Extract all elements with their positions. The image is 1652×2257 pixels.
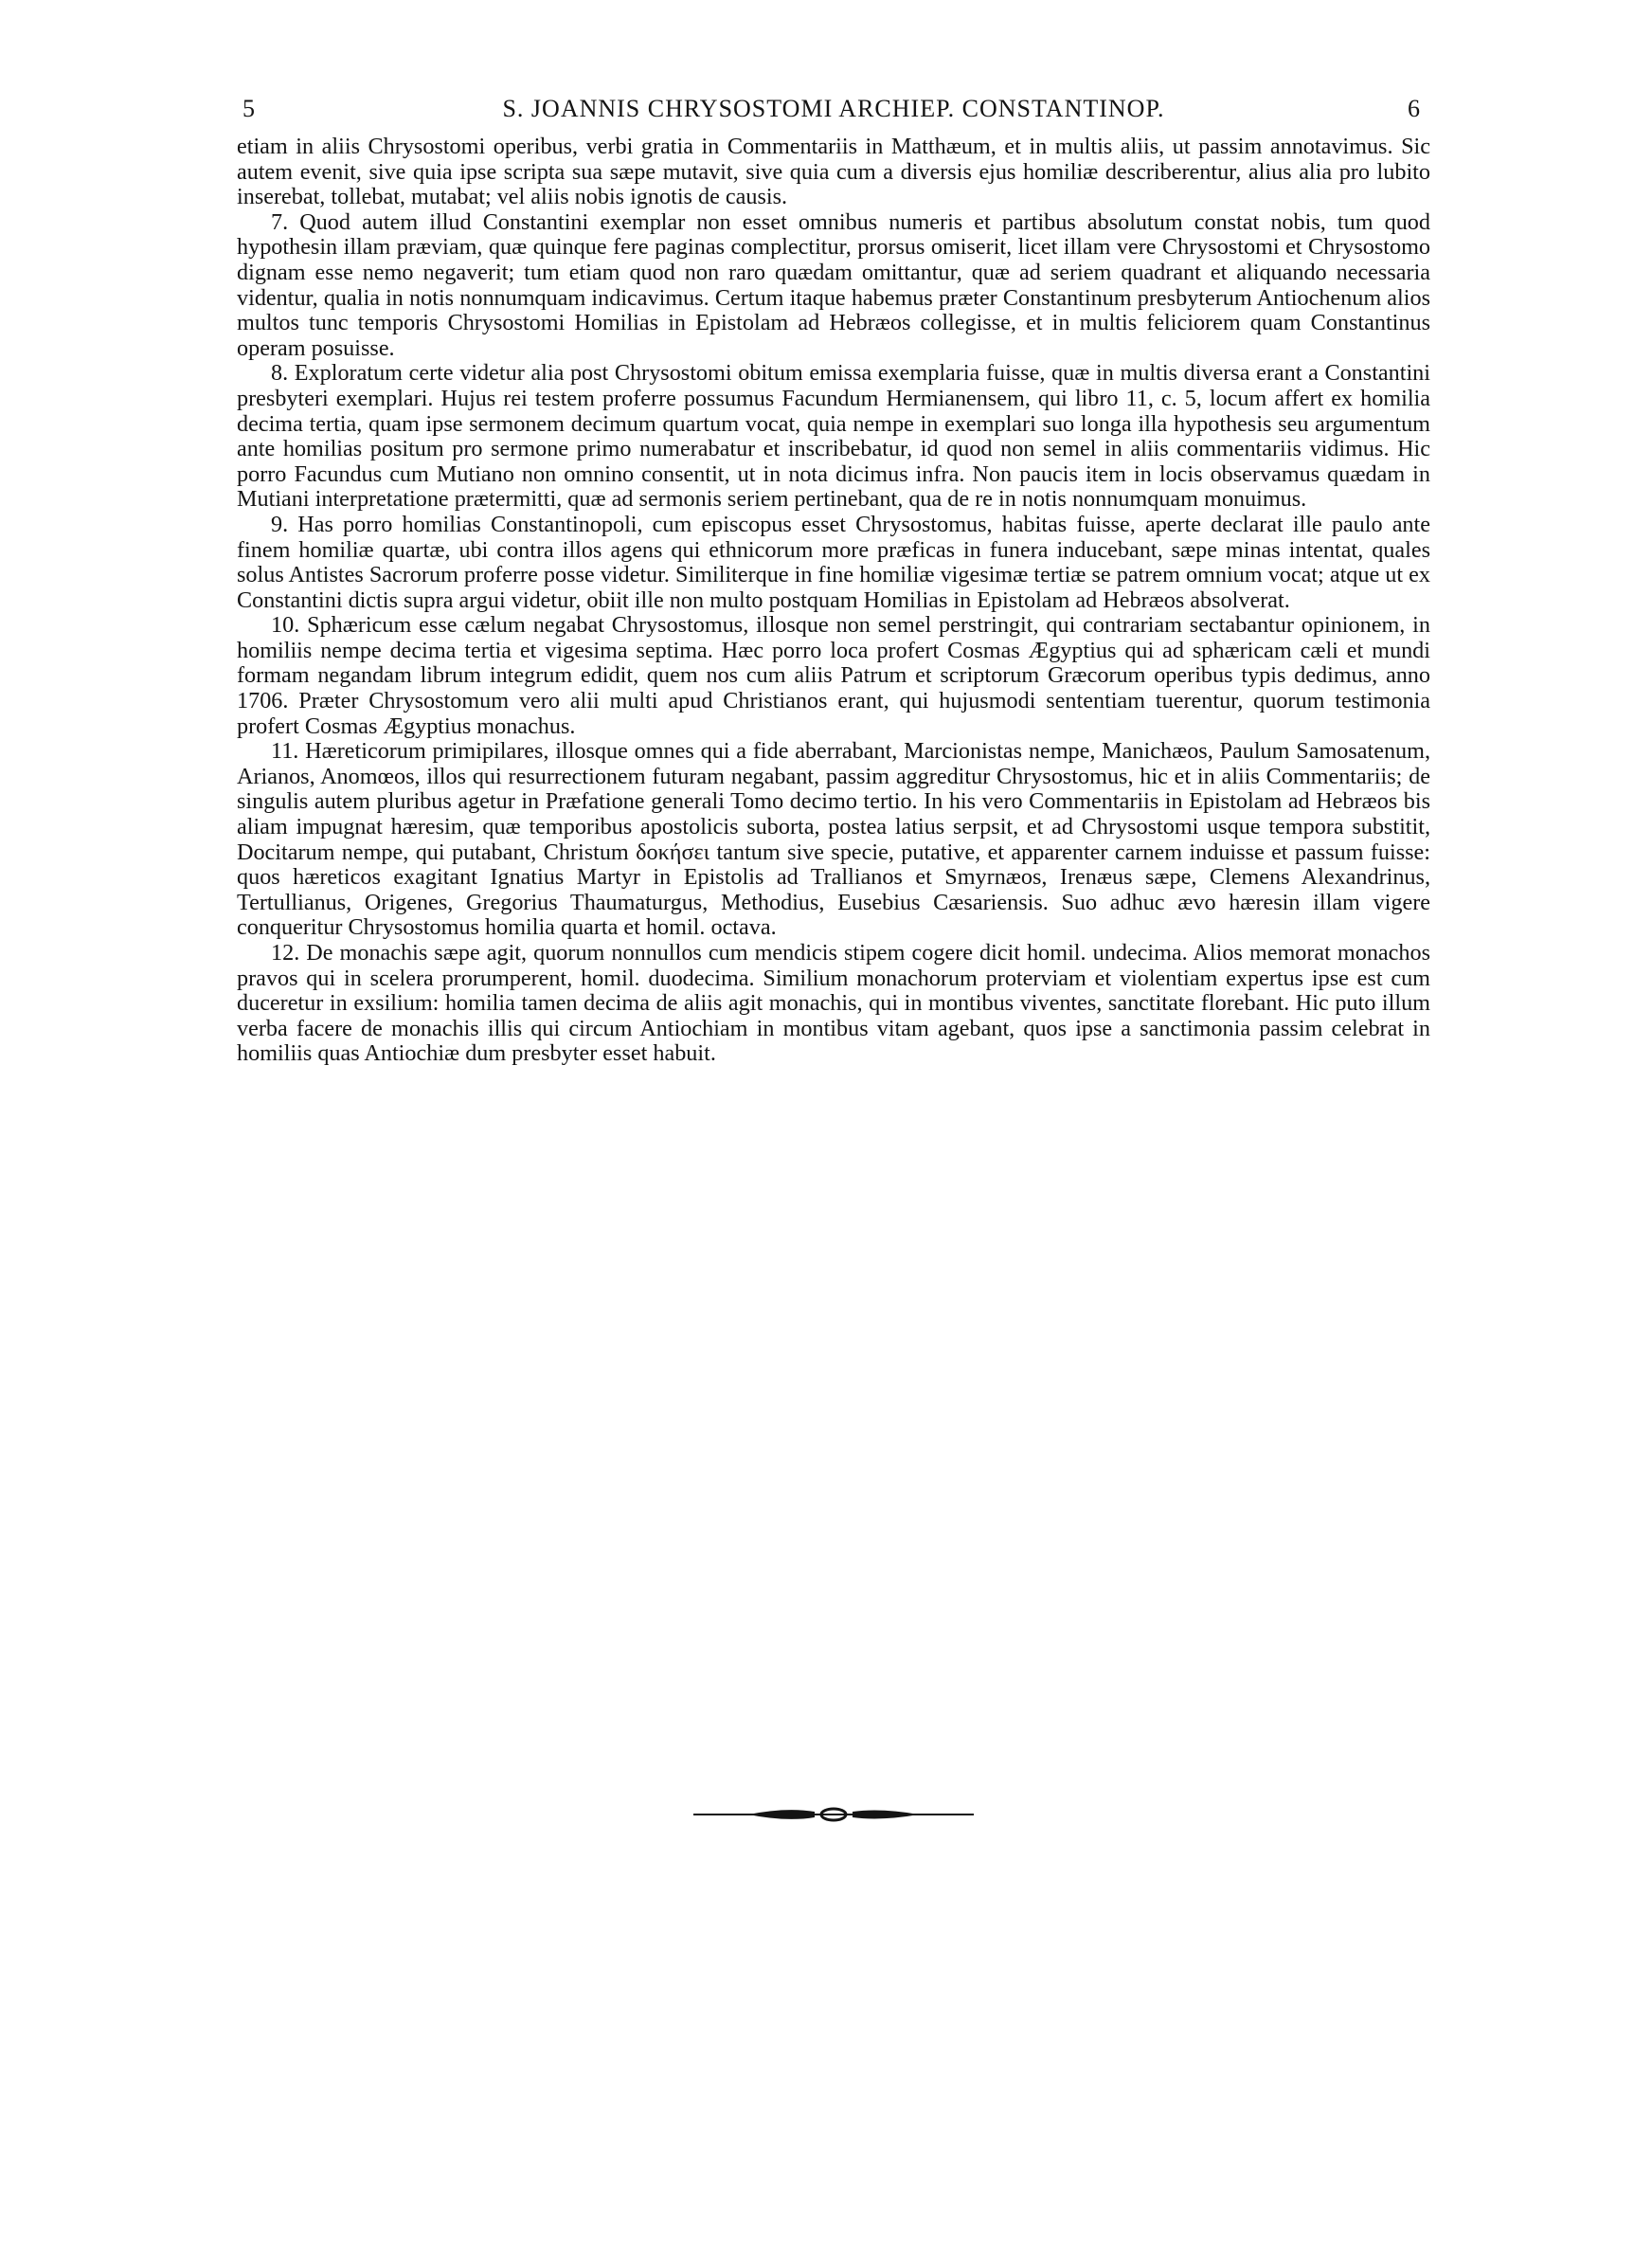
paragraph-8: 8. Exploratum certe videtur alia post Chrysostomi obitum emissa exemplaria fuisse, quæ in multis diversa erant a Constantini presbyteri exemplari. Hujus rei testem proferre possumus Facundum Hermianensem, qui libro 11, c. 5, locum affert ex homilia decima tertia, quam ipse sermonem decimum quartum vocat, quia nempe in exemplari suo longa illa hypothesis seu argumentum ante homilias positum pro sermone primo numerabatur et inscribebatur, id quod non semel in aliis commentariis vidimus. Hic porro Facundus cum Mutiano non omnino consentit, ut in nota dicimus infra. Non paucis item in locis observamus quædam in Mutiani interpretatione prætermitti, quæ ad sermonis seriem pertinebant, qua de re in notis nonnumquam monuimus. bbox=[237, 360, 1430, 513]
paragraph-11: 11. Hæreticorum primipilares, illosque omnes qui a fide aberrabant, Marcionistas nempe, Manichæos, Paulum Samosatenum, Arianos, Anomœos, illos qui resurrectionem futuram negabant, passim aggreditur Chrysostomus, hic et in aliis Commentariis; de singulis autem pluribus agetur in Præfatione generali Tomo decimo tertio. In his vero Commentariis in Epistolam ad Hebræos bis aliam impugnat hæresim, quæ temporibus apostolicis suborta, postea latius serpsit, et ad Chrysostomi usque tempora substitit, Docitarum nempe, qui putabant, Christum δοκήσει tantum sive specie, putative, et apparenter carnem induisse et passum fuisse: quos hæreticos exagitant Ignatius Martyr in Epistolis ad Trallianos et Smyrnæos, Irenæus sæpe, Clemens Alexandrinus, Tertullianus, Origenes, Gregorius Thaumaturgus, Methodius, Eusebius Cæsariensis. Suo adhuc ævo hæresin illam vigere conqueritur Chrysostomus homilia quarta et homil. octava. bbox=[237, 738, 1430, 941]
running-header bbox=[237, 95, 1430, 127]
page-number-left: 5 bbox=[242, 95, 256, 122]
document-body bbox=[237, 135, 1430, 1067]
paragraph-9: 9. Has porro homilias Constantinopoli, cum episcopus esset Chrysostomus, habitas fuisse, aperte declarat ille paulo ante finem homiliæ quartæ, ubi contra illos agens qui ethnicorum more præficas in funera inducebant, sæpe minas intentat, quales solus Antistes Sacrorum proferre posse videtur. Similiterque in fine homiliæ vigesimæ tertiæ se patrem omnium vocat; atque ut ex Constantini dictis supra argui videtur, obiit ille non multo postquam Homilias in Epistolam ad Hebræos absolverat. bbox=[237, 511, 1430, 613]
paragraph-12: 12. De monachis sæpe agit, quorum nonnullos cum mendicis stipem cogere dicit homil. undecima. Alios memorat monachos pravos qui in scelera prorumperent, homil. duodecima. Similium monachorum proterviam et violentiam expertus ipse est cum duceretur in exsilium: homilia tamen decima de aliis agit monachis, qui in montibus viventes, sanctitate florebant. Hic puto illum verba facere de monachis illis qui circum Antiochiam in montibus vitam agebant, quos ipse a sanctimonia passim celebrat in homiliis quas Antiochiæ dum presbyter esset habuit. bbox=[237, 940, 1430, 1067]
document-page bbox=[237, 95, 1430, 1067]
paragraph-7: 7. Quod autem illud Constantini exemplar non esset omnibus numeris et partibus absolutum constat nobis, tum quod hypothesin illam præviam, quæ quinque fere paginas complectitur, prorsus omiserit, licet illam vere Chrysostomi et Chrysostomo dignam esse nemo negaverit; tum etiam quod non raro quædam omittantur, quæ ad seriem quadrant et aliquando necessaria videntur, qualia in notis nonnumquam indicavimus. Certum itaque habemus præter Constantinum presbyterum Antiochenum alios multos tunc temporis Chrysostomi Homilias in Epistolam ad Hebræos collegisse, et in multis feliciorem quam Constantinus operam posuisse. bbox=[237, 208, 1430, 361]
running-title: S. JOANNIS CHRYSOSTOMI ARCHIEP. CONSTANTINOP. bbox=[502, 95, 1165, 122]
page-number-right: 6 bbox=[1408, 95, 1421, 122]
end-ornament-icon bbox=[691, 1804, 976, 1825]
paragraph-continuation: etiam in aliis Chrysostomi operibus, verbi gratia in Commentariis in Matthæum, et in multis aliis, ut passim annotavimus. Sic autem evenit, sive quia ipse scripta sua sæpe mutavit, sive quia cum a diversis ejus homiliæ describerentur, alius alia pro lubito inserebat, tollebat, mutabat; vel aliis nobis ignotis de causis. bbox=[237, 134, 1430, 210]
paragraph-10: 10. Sphæricum esse cælum negabat Chrysostomus, illosque non semel perstringit, qui contrariam sectabantur opinionem, in homiliis nempe decima tertia et vigesima septima. Hæc porro loca profert Cosmas Ægyptius qui ad sphæricam cæli et mundi formam negandam librum integrum edidit, quem nos cum aliis Patrum et scriptorum Græcorum operibus typis dedimus, anno 1706. Præter Chrysostomum vero alii multi apud Christianos erant, qui hujusmodi sententiam tuerentur, quorum testimonia profert Cosmas Ægyptius monachus. bbox=[237, 612, 1430, 739]
